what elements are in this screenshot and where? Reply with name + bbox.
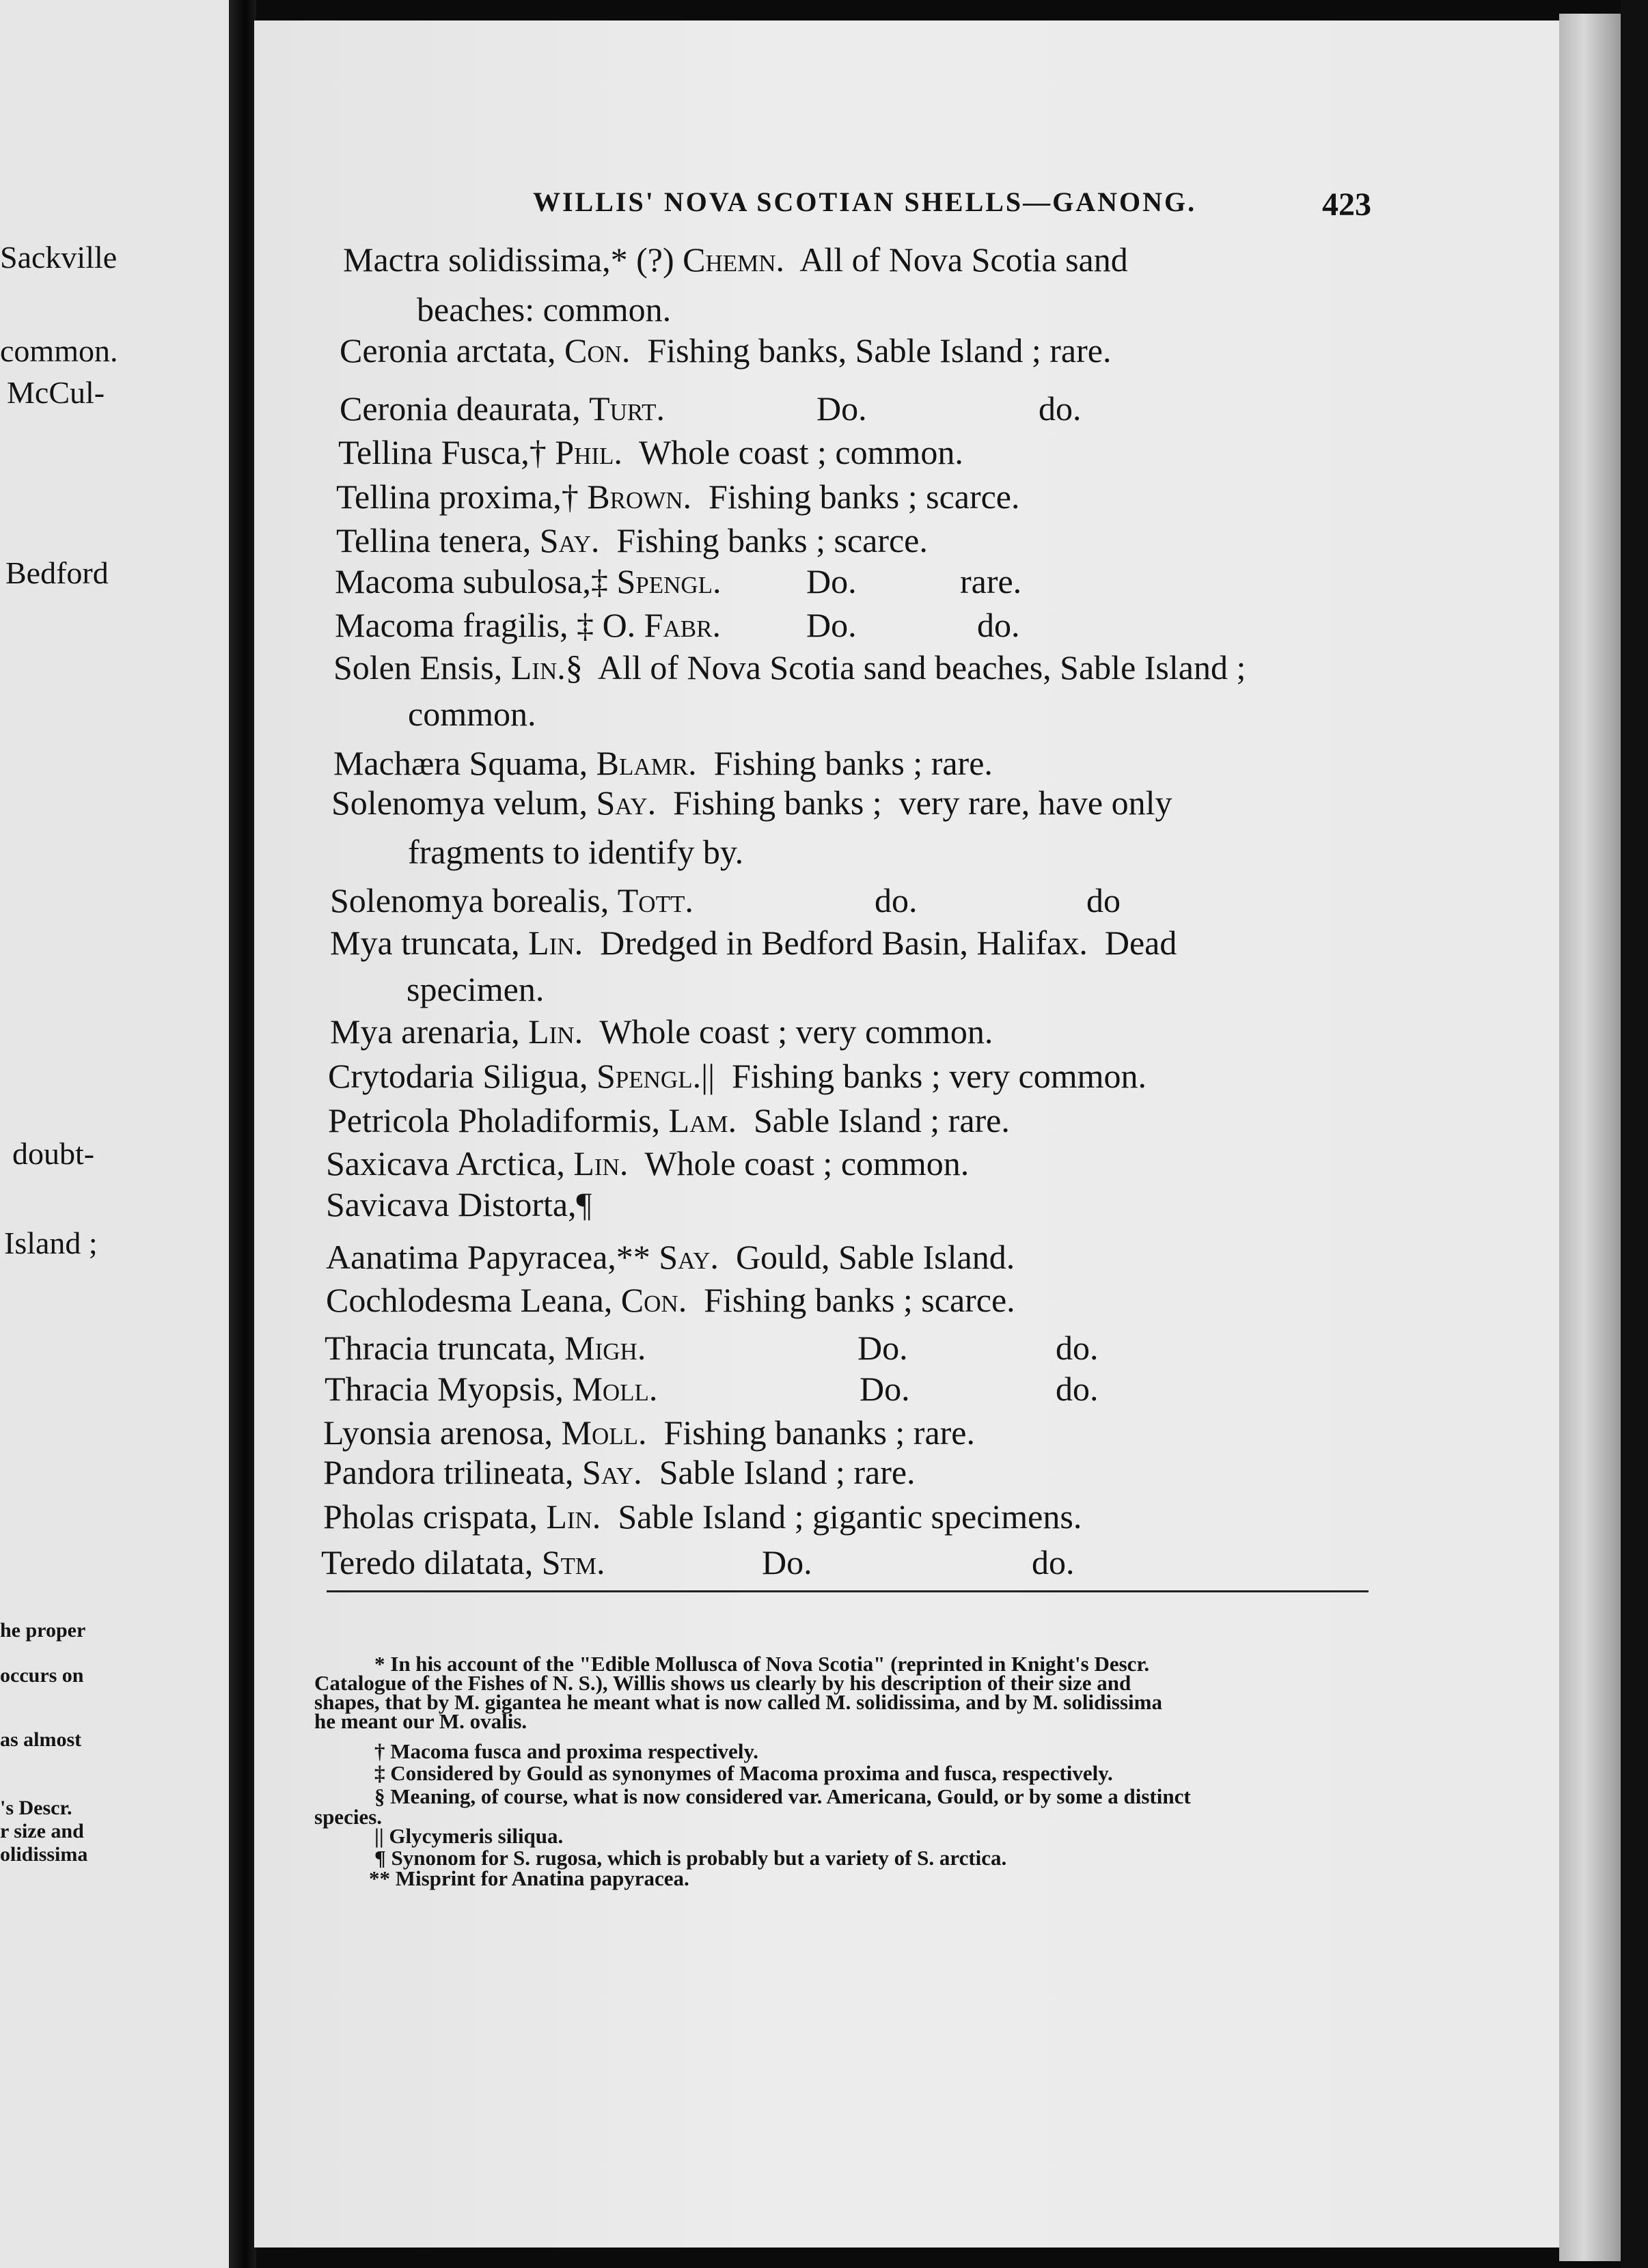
species-locality: Fishing banks, Sable Island ; rare. xyxy=(630,331,1112,370)
species-authority: Say. xyxy=(582,1453,642,1491)
species-entry xyxy=(408,835,743,869)
species-entry xyxy=(331,786,1172,820)
species-authority: Con. xyxy=(564,331,631,370)
page-number: 423 xyxy=(1322,186,1371,223)
species-entry xyxy=(326,1283,1015,1317)
species-authority: Say. xyxy=(659,1238,719,1276)
species-entry xyxy=(343,240,1128,279)
species-name: Macoma fragilis, ‡ xyxy=(335,606,603,644)
species-locality: Fishing banks ; scarce. xyxy=(691,478,1020,516)
species-authority: Con. xyxy=(620,1281,687,1319)
species-locality: § All of Nova Scotia sand beaches, Sable Island ; xyxy=(565,648,1246,687)
species-entry xyxy=(323,1455,916,1489)
species-locality: do. xyxy=(875,881,918,919)
species-entry xyxy=(328,1103,1010,1137)
species-entry xyxy=(338,435,963,469)
species-authority: Say. xyxy=(539,521,600,559)
species-locality: Whole coast ; common. xyxy=(628,1144,970,1183)
species-name: Savicava Distorta,¶ xyxy=(326,1185,592,1223)
species-locality: Dredged in Bedford Basin, Halifax. Dead xyxy=(583,924,1177,962)
species-locality: All of Nova Scotia sand xyxy=(784,240,1128,279)
species-name: Ceronia deaurata, xyxy=(340,389,590,428)
species-authority: Turt. xyxy=(589,389,665,428)
species-entry xyxy=(323,1499,1082,1534)
species-abundance: do. xyxy=(1032,1543,1075,1581)
footnote-line: ** Misprint for Anatina papyracea. xyxy=(369,1866,689,1890)
species-authority: Lin. xyxy=(528,1012,583,1051)
species-entry xyxy=(417,292,671,327)
species-locality: || Fishing banks ; very common. xyxy=(701,1057,1147,1095)
species-name: Teredo dilatata, xyxy=(321,1543,542,1581)
species-entry xyxy=(330,1014,993,1049)
species-name: Saxicava Arctica, xyxy=(326,1144,574,1183)
species-entry xyxy=(336,480,1020,514)
species-locality: beaches: common. xyxy=(417,290,672,329)
species-name: Solen Ensis, xyxy=(333,648,511,687)
species-locality: common. xyxy=(408,695,536,733)
species-authority: Spengl. xyxy=(616,562,722,600)
species-entry xyxy=(333,648,1246,687)
footnote-line: shapes, that by M. gigantea he meant what is now called M. solidissima, and by M. solidissima xyxy=(314,1690,1162,1714)
footnote-line: species. xyxy=(314,1805,383,1829)
species-authority: Lin. xyxy=(546,1497,601,1536)
species-locality: Fishing banks ; scarce. xyxy=(599,521,928,559)
left-page-line: Bedford xyxy=(5,555,109,590)
species-locality: Gould, Sable Island. xyxy=(718,1238,1015,1276)
left-page-footnote: as almost xyxy=(0,1728,82,1751)
species-locality: Do. xyxy=(762,1543,812,1581)
species-authority: Lam. xyxy=(668,1101,737,1139)
species-locality: fragments to identify by. xyxy=(408,833,744,871)
species-name: Solenomya borealis, xyxy=(330,881,618,919)
species-name: Tellina Fusca,† xyxy=(338,433,555,471)
species-abundance: do. xyxy=(977,606,1020,644)
species-locality: Fishing banks ; rare. xyxy=(696,744,993,782)
species-authority: Brown. xyxy=(587,478,692,516)
species-locality: Do. xyxy=(806,606,857,644)
species-name: Thracia Myopsis, xyxy=(325,1370,573,1408)
species-locality: Do. xyxy=(857,1329,908,1367)
species-locality: Sable Island ; rare. xyxy=(737,1101,1010,1139)
species-name: Mya truncata, xyxy=(330,924,529,962)
species-authority: Moll. xyxy=(572,1370,658,1408)
species-entry xyxy=(326,1187,592,1221)
footnote-rule xyxy=(327,1590,1369,1592)
species-name: Cochlodesma Leana, xyxy=(326,1281,621,1319)
species-locality: Do. xyxy=(860,1370,910,1408)
footnote-line: || Glycymeris siliqua. xyxy=(374,1824,564,1848)
species-authority: Migh. xyxy=(564,1329,646,1367)
species-entry xyxy=(325,1372,657,1406)
species-entry xyxy=(326,1240,1015,1274)
species-name: Ceronia arctata, xyxy=(340,331,564,370)
species-authority: Moll. xyxy=(561,1413,647,1452)
species-abundance: rare. xyxy=(960,562,1022,600)
left-page-footnote: occurs on xyxy=(0,1664,84,1687)
species-entry xyxy=(325,1331,646,1365)
species-entry xyxy=(330,883,693,917)
footnote-line: ‡ Considered by Gould as synonymes of Macoma proxima and fusca, respectively. xyxy=(374,1761,1113,1785)
left-page-line: McCul- xyxy=(7,375,105,410)
left-page-footnote: 's Descr. xyxy=(0,1797,72,1819)
species-entry xyxy=(333,746,993,780)
species-abundance: do. xyxy=(1056,1370,1099,1408)
species-authority: O. Fabr. xyxy=(602,606,721,644)
species-name: Crytodaria Siligua, xyxy=(328,1057,596,1095)
species-name: Pandora trilineata, xyxy=(323,1453,583,1491)
species-authority: Lin. xyxy=(573,1144,629,1183)
species-abundance: do. xyxy=(1039,389,1082,428)
species-authority: Chemn. xyxy=(683,240,785,279)
species-entry xyxy=(335,564,722,598)
species-locality: Fishing banks ; very rare, have only xyxy=(656,784,1172,822)
species-entry xyxy=(323,1415,975,1450)
species-entry xyxy=(330,926,1177,960)
species-name: Thracia truncata, xyxy=(325,1329,565,1367)
species-name: Mya arenaria, xyxy=(330,1012,529,1051)
species-entry xyxy=(328,1059,1146,1093)
species-entry xyxy=(326,1144,970,1183)
left-page-footnote: olidissima xyxy=(0,1843,88,1866)
species-name: Lyonsia arenosa, xyxy=(323,1413,562,1452)
species-locality: Whole coast ; very common. xyxy=(583,1012,993,1051)
species-entry xyxy=(335,608,721,642)
species-locality: Fishing banks ; scarce. xyxy=(687,1281,1015,1319)
species-entry xyxy=(340,391,665,426)
book-gutter xyxy=(229,0,256,2268)
left-page-footnote: r size and xyxy=(0,1820,84,1842)
species-entry xyxy=(408,697,536,731)
left-page-footnote: he proper xyxy=(0,1619,86,1642)
species-authority: Tott. xyxy=(617,881,693,919)
species-name: Petricola Pholadiformis, xyxy=(328,1101,669,1139)
page-edge xyxy=(1559,14,1621,2261)
species-abundance: do. xyxy=(1056,1329,1099,1367)
left-page-line: common. xyxy=(0,333,118,368)
species-entry xyxy=(336,523,928,557)
species-entry xyxy=(340,333,1111,368)
species-locality: Do. xyxy=(806,562,857,600)
species-entry xyxy=(407,972,544,1006)
species-authority: Blamr. xyxy=(596,744,697,782)
footnote-line: ¶ Synonom for S. rugosa, which is probably but a variety of S. arctica. xyxy=(374,1846,1007,1870)
species-abundance: do xyxy=(1086,881,1121,919)
species-name: Pholas crispata, xyxy=(323,1497,547,1536)
left-facing-page xyxy=(0,0,229,2268)
footnote-line: he meant our M. ovalis. xyxy=(314,1709,527,1733)
species-name: Tellina tenera, xyxy=(336,521,540,559)
species-name: Tellina proxima,† xyxy=(336,478,588,516)
species-locality: Do. xyxy=(816,389,867,428)
footnote-line: † Macoma fusca and proxima respectively. xyxy=(374,1739,758,1763)
species-authority: Spengl. xyxy=(596,1057,702,1095)
scan-border xyxy=(1621,0,1648,2268)
species-authority: Lin. xyxy=(528,924,583,962)
footnote-line: Catalogue of the Fishes of N. S.), Willis shows us clearly by his description of their size and xyxy=(314,1671,1131,1695)
species-locality: Fishing bananks ; rare. xyxy=(646,1413,975,1452)
species-name: Mactra solidissima,* (?) xyxy=(343,240,683,279)
left-page-line: Island ; xyxy=(4,1226,98,1260)
species-locality: Sable Island ; rare. xyxy=(642,1453,916,1491)
footnote-line: § Meaning, of course, what is now considered var. Americana, Gould, or by some a distinct xyxy=(374,1784,1191,1808)
species-name: Aanatima Papyracea,** xyxy=(326,1238,659,1276)
species-locality: specimen. xyxy=(407,970,545,1008)
running-title: WILLIS' NOVA SCOTIAN SHELLS—GANONG. xyxy=(533,186,1197,217)
species-authority: Say. xyxy=(596,784,657,822)
species-locality: Sable Island ; gigantic specimens. xyxy=(601,1497,1082,1536)
left-page-line: Sackville xyxy=(0,240,118,275)
footnote-line: * In his account of the "Edible Mollusca of Nova Scotia" (reprinted in Knight's Descr. xyxy=(374,1652,1150,1676)
species-name: Machæra Squama, xyxy=(333,744,596,782)
species-locality: Whole coast ; common. xyxy=(622,433,963,471)
species-name: Macoma subulosa,‡ xyxy=(335,562,617,600)
species-authority: Phil. xyxy=(555,433,622,471)
species-authority: Lin. xyxy=(510,648,566,687)
left-page-line: doubt- xyxy=(12,1136,95,1171)
species-entry xyxy=(321,1545,605,1579)
species-name: Solenomya velum, xyxy=(331,784,596,822)
species-authority: Stm. xyxy=(541,1543,605,1581)
